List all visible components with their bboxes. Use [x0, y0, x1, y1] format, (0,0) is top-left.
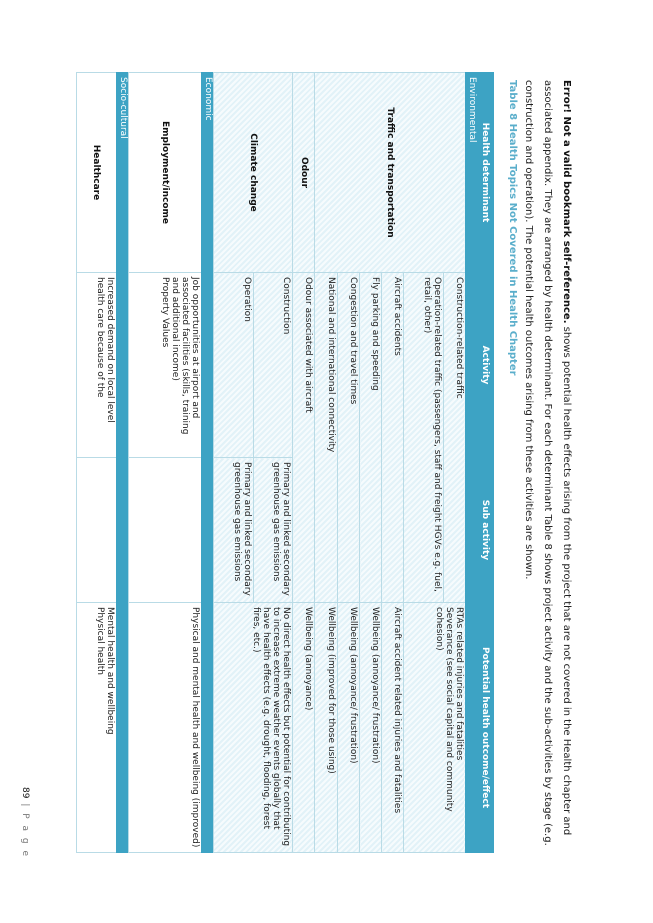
section-row-economic	[202, 73, 214, 853]
determinant-healthcare: Healthcare	[77, 73, 117, 273]
outcome-climate: No direct health effects but potential for contributing to increase extreme weather events globally that have health effects (e.g. drought, flooding, forest fires, etc.)	[214, 603, 293, 853]
table-row	[253, 73, 292, 853]
activity-connectivity: National and international connectivity	[315, 273, 337, 603]
section-environmental: Environmental	[466, 73, 478, 853]
table-row	[293, 73, 315, 853]
outcome-congestion: Wellbeing (annoyance/ frustration)	[337, 603, 359, 853]
activity-property-values: Property Values	[160, 277, 171, 348]
intro-paragraph	[519, 80, 576, 870]
activity-construction-traffic: Construction-related traffic	[443, 273, 465, 603]
header-potential-outcome: Potential health outcome/effect	[478, 603, 494, 853]
outcome-employment: Physical and mental health and wellbeing (improved)	[128, 603, 202, 853]
activity-odour: Odour associated with aircraft	[293, 273, 315, 603]
outcome-severance: Severance (see social capital and community cohesion)	[434, 607, 454, 812]
outcome-fly-parking: Wellbeing (annoyance/ frustration)	[359, 603, 381, 853]
section-socio-cultural: Socio-cultural	[116, 73, 128, 853]
table-row	[128, 73, 202, 853]
determinant-traffic: Traffic and transportation	[315, 73, 466, 273]
header-health-determinant: Health determinant	[478, 73, 494, 273]
outcome-physical-health: Physical health	[94, 607, 105, 675]
activity-job-opportunities: Job opportunities at airport and associated facilities (skills, training and additional income)	[170, 277, 201, 435]
activity-fly-parking: Fly parking and speeding	[359, 273, 381, 603]
activity-climate-operation: Operation	[214, 273, 253, 458]
section-row-environmental	[466, 73, 478, 853]
section-row-socio-cultural	[116, 73, 128, 853]
outcome-healthcare	[77, 603, 117, 853]
activity-climate-construction: Construction	[253, 273, 292, 458]
page-number: 89	[20, 787, 30, 799]
determinant-odour: Odour	[293, 73, 315, 273]
header-sub-activity: Sub activity	[478, 458, 494, 603]
sub-employment	[128, 458, 202, 603]
activity-operation-traffic: Operation-related traffic (passengers, staff and freight HGVs e.g. fuel, retail, other)	[404, 273, 443, 603]
bookmark-error-text: Error! Not a valid bookmark self-reference.	[561, 80, 572, 324]
header-activity: Activity	[478, 273, 494, 458]
health-topics-table	[76, 72, 494, 853]
activity-healthcare: Increased demand on local level health care because of the	[77, 273, 117, 458]
outcome-connectivity: Wellbeing (improved for those using)	[315, 603, 337, 853]
page-footer	[20, 787, 30, 858]
table-header-row	[478, 73, 494, 853]
outcome-aircraft-accidents: Aircraft accident related injuries and fatalities	[382, 603, 404, 853]
table-row	[77, 73, 117, 853]
section-economic: Economic	[202, 73, 214, 853]
table-row	[443, 73, 465, 853]
sub-healthcare	[77, 458, 117, 603]
sub-climate-construction: Primary and linked secondary greenhouse gas emissions	[253, 458, 292, 603]
determinant-climate: Climate change	[214, 73, 293, 273]
outcome-odour: Wellbeing (annoyance)	[293, 603, 315, 853]
activity-employment	[128, 273, 202, 458]
determinant-employment: Employment/income	[128, 73, 202, 273]
outcome-rta: RTAs related injuries and fatalities	[454, 607, 464, 761]
intro-body-text: shows potential health effects arising from the project that are not covered in the Health chapter and associated appendix. They are arranged by health determinant. For each determinant Table 8 shows project activity and the sub-activities by stage (e.g. construction and operation). The potential health outcomes arising from these activities are shown.	[523, 80, 572, 846]
outcome-mental-health: Mental health and wellbeing	[104, 607, 115, 735]
activity-aircraft-accidents: Aircraft accidents	[382, 273, 404, 603]
page-label: | P a g e	[20, 803, 30, 858]
sub-climate-operation: Primary and linked secondary greenhouse gas emissions	[214, 458, 253, 603]
table-caption: Table 8 Health Topics Not Covered in Health Chapter	[507, 80, 518, 376]
activity-congestion: Congestion and travel times	[337, 273, 359, 603]
outcome-construction-traffic	[404, 603, 466, 853]
